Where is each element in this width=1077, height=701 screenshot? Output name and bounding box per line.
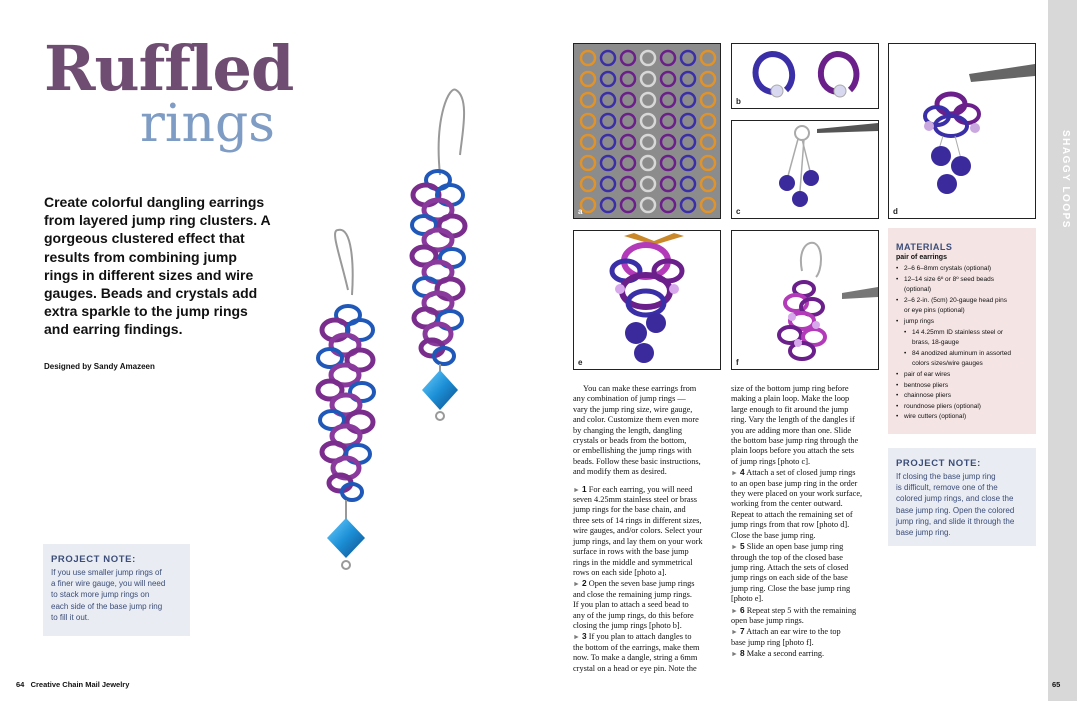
materials-item: • wire cutters (optional) <box>896 412 1034 423</box>
photo-e <box>573 230 721 370</box>
materials-item: • roundnose pliers (optional) <box>896 402 1034 413</box>
step-number: 6 <box>740 604 745 615</box>
text-line: jump ring. Close the base jump ring <box>731 583 851 593</box>
photo-d <box>888 43 1036 219</box>
text-line: and color. Customize them even more <box>573 415 699 425</box>
materials-box <box>888 228 1036 434</box>
text-line: of jump rings [photo c]. <box>731 456 811 466</box>
step-number: 5 <box>740 541 745 552</box>
title-sub: rings <box>140 94 275 154</box>
instructions-column-1 <box>573 384 723 674</box>
jump-ring <box>661 72 675 86</box>
text-line: open base jump rings. <box>731 615 804 625</box>
step-number: 4 <box>740 467 745 478</box>
step-arrow-icon: ► <box>731 543 738 552</box>
jump-ring <box>621 156 635 170</box>
text-line: three sets of 14 rings in different sizes, <box>573 515 702 525</box>
text-line: You can make these earrings from <box>583 384 697 393</box>
step-number: 2 <box>582 578 587 589</box>
text-line: or embellishing the jump rings with <box>573 446 692 456</box>
jump-ring <box>621 72 635 86</box>
step-arrow-icon: ► <box>573 485 580 494</box>
materials-subtitle: pair of earrings <box>896 254 947 261</box>
jump-ring <box>701 198 715 212</box>
right-note-line: jump ring, and slide it through the <box>896 516 1015 526</box>
text-line: you are adding more than one. Slide <box>731 425 852 435</box>
jump-ring <box>701 114 715 128</box>
text-line: If you plan to attach a seed bead to <box>573 600 689 610</box>
earrings-illustration <box>290 80 490 580</box>
step-number: 3 <box>582 631 587 642</box>
text-line: jump rings for the base chain, and <box>573 505 686 515</box>
jump-ring <box>701 177 715 191</box>
text-line: crystal on a head or eye pin. Note the <box>573 663 697 673</box>
step-number: 7 <box>740 626 745 637</box>
materials-item: • 2–6 2-in. (5cm) 20-gauge head pins <box>896 296 1034 307</box>
photo-c <box>731 120 879 219</box>
materials-item: • 12–14 size 6º or 8º seed beads <box>896 275 1034 286</box>
text-line: seven 4.25mm stainless steel or brass <box>573 495 697 505</box>
photo-b <box>731 43 879 109</box>
text-line: the bottom of the earrings, make them <box>573 642 700 652</box>
section-tab-label: SHAGGY LOOPS <box>1060 130 1071 229</box>
jump-ring <box>621 177 635 191</box>
jump-ring <box>681 198 695 212</box>
materials-item: or eye pins (optional) <box>904 307 965 315</box>
step-arrow-icon: ► <box>731 650 738 659</box>
jump-ring <box>581 198 595 212</box>
jump-ring <box>681 72 695 86</box>
left-note-line: If you use smaller jump rings of <box>51 568 162 577</box>
jump-ring <box>581 135 595 149</box>
text-line: Repeat to attach the remaining set of <box>731 509 853 519</box>
photo-label-a: a <box>578 207 583 216</box>
jump-ring <box>681 51 695 65</box>
text-line: wire gauges, and/or colors. Select your <box>573 526 703 536</box>
step-3 <box>573 631 723 674</box>
materials-item: colors sizes/wire gauges <box>912 360 983 368</box>
text-line: ring. Vary the length of the dangles if <box>731 415 855 425</box>
text-line: Repeat step 5 with the remaining <box>744 605 857 615</box>
text-line: and close the remaining jump rings. <box>573 589 692 599</box>
step-8 <box>731 648 881 659</box>
text-line: Slide an open base jump ring <box>744 542 844 552</box>
text-line: jump rings from that row [photo d]. <box>731 520 850 530</box>
photo-label-b: b <box>736 97 741 106</box>
left-project-note <box>43 544 190 636</box>
jump-ring <box>601 72 615 86</box>
text-line: Attach an ear wire to the top <box>744 627 841 637</box>
text-line: they were placed on your work surface, <box>731 489 863 499</box>
materials-item: • 2–6 6–8mm crystals (optional) <box>896 264 1034 275</box>
text-line: beads. Follow these basic instructions, <box>573 456 701 466</box>
earrings-hero-image <box>290 80 490 580</box>
left-note-line: a finer wire gauge, you will need <box>51 579 166 589</box>
text-line: [photo e]. <box>731 594 764 604</box>
left-note-text <box>51 567 182 623</box>
jump-ring <box>621 51 635 65</box>
right-note-title: PROJECT NOTE: <box>896 458 981 469</box>
jump-ring <box>661 114 675 128</box>
jump-ring <box>661 177 675 191</box>
text-line: jump rings, and lay them on your work <box>573 536 703 546</box>
jump-ring <box>661 156 675 170</box>
text-line: any combination of jump rings — <box>573 394 686 404</box>
jump-ring <box>601 93 615 107</box>
materials-title: MATERIALS <box>896 242 953 252</box>
jump-ring <box>601 135 615 149</box>
text-line: through the top of the closed base <box>731 552 843 562</box>
jump-ring <box>681 177 695 191</box>
materials-item: • jump rings <box>896 317 1034 328</box>
designer-credit: Designed by Sandy Amazeen <box>44 362 155 371</box>
jump-ring <box>601 177 615 191</box>
text-line: working from the center outward. <box>731 499 843 509</box>
intro-text: Create colorful dangling earrings from layered jump ring clusters. A gorgeous clustered effect that results from combining jump rings in different sizes and wire gauges. Beads and crystals add extra sparkle to the jump rings and earring findings. <box>44 194 271 338</box>
right-note-line: base jump ring. Open the colored <box>896 505 1015 515</box>
open-rings-with-bead-image <box>732 44 878 108</box>
step-arrow-icon: ► <box>573 580 580 589</box>
right-note-line: colored jump rings, and close the <box>896 494 1014 504</box>
text-line: Close the base jump ring. <box>731 530 816 540</box>
jump-ring <box>661 135 675 149</box>
footer-left: 64 Creative Chain Mail Jewelry <box>16 680 130 689</box>
right-note-line: base jump ring. <box>896 528 951 538</box>
step-7 <box>731 626 881 648</box>
jump-ring <box>641 177 655 191</box>
jump-ring <box>701 51 715 65</box>
stacked-clusters-image <box>574 231 720 369</box>
text-line: any of the jump rings, do this before <box>573 610 694 620</box>
text-line: Attach a set of closed jump rings <box>744 468 856 478</box>
materials-item: brass, 18-gauge <box>912 339 959 347</box>
photo-label-c: c <box>736 207 741 216</box>
step-5 <box>731 541 881 604</box>
dangles-on-ring-image <box>732 121 878 218</box>
step-arrow-icon: ► <box>731 628 738 637</box>
jump-ring <box>641 198 655 212</box>
materials-list <box>896 264 1034 423</box>
materials-item: • bentnose pliers <box>896 381 1034 392</box>
jump-ring <box>681 114 695 128</box>
left-note-line: to fill it out. <box>51 612 90 622</box>
footer-right: 65 <box>1052 680 1061 689</box>
jump-ring <box>641 93 655 107</box>
ear-wire-attach-image <box>732 231 878 369</box>
jump-ring <box>641 72 655 86</box>
jump-ring <box>701 135 715 149</box>
jump-ring <box>581 156 595 170</box>
text-line: the bottom base jump ring through the <box>731 436 859 446</box>
text-line: size of the bottom jump ring before <box>731 384 849 393</box>
left-note-line: each side of the base jump ring <box>51 601 163 611</box>
right-note-text <box>896 471 1028 538</box>
text-line: closing the jump rings [photo b]. <box>573 620 682 630</box>
jump-ring <box>621 114 635 128</box>
materials-item: • chainnose pliers <box>896 391 1034 402</box>
text-line: making a plain loop. Make the loop <box>731 394 850 404</box>
jump-ring <box>661 198 675 212</box>
text-line: surface in rows with the base jump <box>573 547 689 557</box>
jump-ring <box>661 93 675 107</box>
step-1 <box>573 484 723 579</box>
jump-ring <box>581 93 595 107</box>
text-line: base jump ring [photo f]. <box>731 637 814 647</box>
jump-ring <box>641 114 655 128</box>
step-number: 8 <box>740 648 745 659</box>
section-tab <box>1048 0 1077 701</box>
step-arrow-icon: ► <box>731 606 738 615</box>
jump-ring <box>621 93 635 107</box>
text-line: crystals or beads from the bottom, <box>573 436 687 446</box>
text-line: rows on each side [photo a]. <box>573 567 667 577</box>
jump-ring <box>681 135 695 149</box>
text-line: If you plan to attach dangles to <box>586 632 692 642</box>
jump-ring <box>641 135 655 149</box>
text-line: jump ring. Attach the sets of closed <box>731 562 849 572</box>
jump-ring <box>661 51 675 65</box>
photo-a <box>573 43 721 219</box>
materials-item: • 14 4.25mm ID stainless steel or <box>896 328 1034 339</box>
step-arrow-icon: ► <box>573 633 580 642</box>
text-line: large enough to fit around the jump <box>731 404 849 414</box>
jump-ring <box>581 114 595 128</box>
materials-item: (optional) <box>904 286 932 294</box>
step-arrow-icon: ► <box>731 469 738 478</box>
ring-cluster-with-pliers-image <box>889 44 1035 218</box>
step-3-continued <box>731 384 881 467</box>
text-line: and modify them as desired. <box>573 467 667 477</box>
jump-ring <box>701 93 715 107</box>
jump-ring <box>601 51 615 65</box>
text-line: plain loops before you attach the sets <box>731 446 855 456</box>
photo-label-e: e <box>578 358 583 367</box>
right-note-line: is difficult, remove one of the <box>896 483 998 493</box>
jump-ring-rows-image <box>574 44 720 218</box>
jump-ring <box>701 72 715 86</box>
text-line: to an open base jump ring in the order <box>731 478 858 488</box>
text-line: now. To make a dangle, string a 6mm <box>573 653 698 663</box>
photo-label-d: d <box>893 207 898 216</box>
jump-ring <box>641 51 655 65</box>
jump-ring <box>581 177 595 191</box>
jump-ring <box>701 156 715 170</box>
materials-item: • 84 anodized aluminum in assorted <box>896 349 1034 360</box>
step-6 <box>731 605 881 627</box>
text-line: rings in the middle and symmetrical <box>573 557 693 567</box>
jump-ring <box>601 114 615 128</box>
jump-ring <box>581 72 595 86</box>
intro-paragraph <box>573 384 723 478</box>
jump-ring <box>581 51 595 65</box>
left-note-title: PROJECT NOTE: <box>51 554 136 565</box>
text-line: For each earring, you will need <box>586 484 693 494</box>
right-note-line: If closing the base jump ring <box>896 472 996 481</box>
text-line: vary the jump ring size, wire gauge, <box>573 404 693 414</box>
text-line: by changing the length, dangling <box>573 425 682 435</box>
jump-ring <box>621 135 635 149</box>
step-2 <box>573 578 723 631</box>
jump-ring <box>601 198 615 212</box>
photo-f <box>731 230 879 370</box>
text-line: jump rings on each side of the base <box>731 573 848 583</box>
text-line: Open the seven base jump rings <box>586 579 695 589</box>
jump-ring <box>681 93 695 107</box>
materials-item: • pair of ear wires <box>896 370 1034 381</box>
jump-ring <box>681 156 695 170</box>
step-4 <box>731 467 881 541</box>
title-main: Ruffled <box>44 32 294 105</box>
instructions-column-2 <box>731 384 881 660</box>
text-line: Make a second earring. <box>744 649 825 659</box>
right-project-note <box>888 448 1036 546</box>
photo-label-f: f <box>736 358 739 367</box>
jump-ring <box>641 156 655 170</box>
jump-ring <box>621 198 635 212</box>
left-note-line: to stack more jump rings on <box>51 590 150 600</box>
step-number: 1 <box>582 483 587 494</box>
jump-ring <box>601 156 615 170</box>
